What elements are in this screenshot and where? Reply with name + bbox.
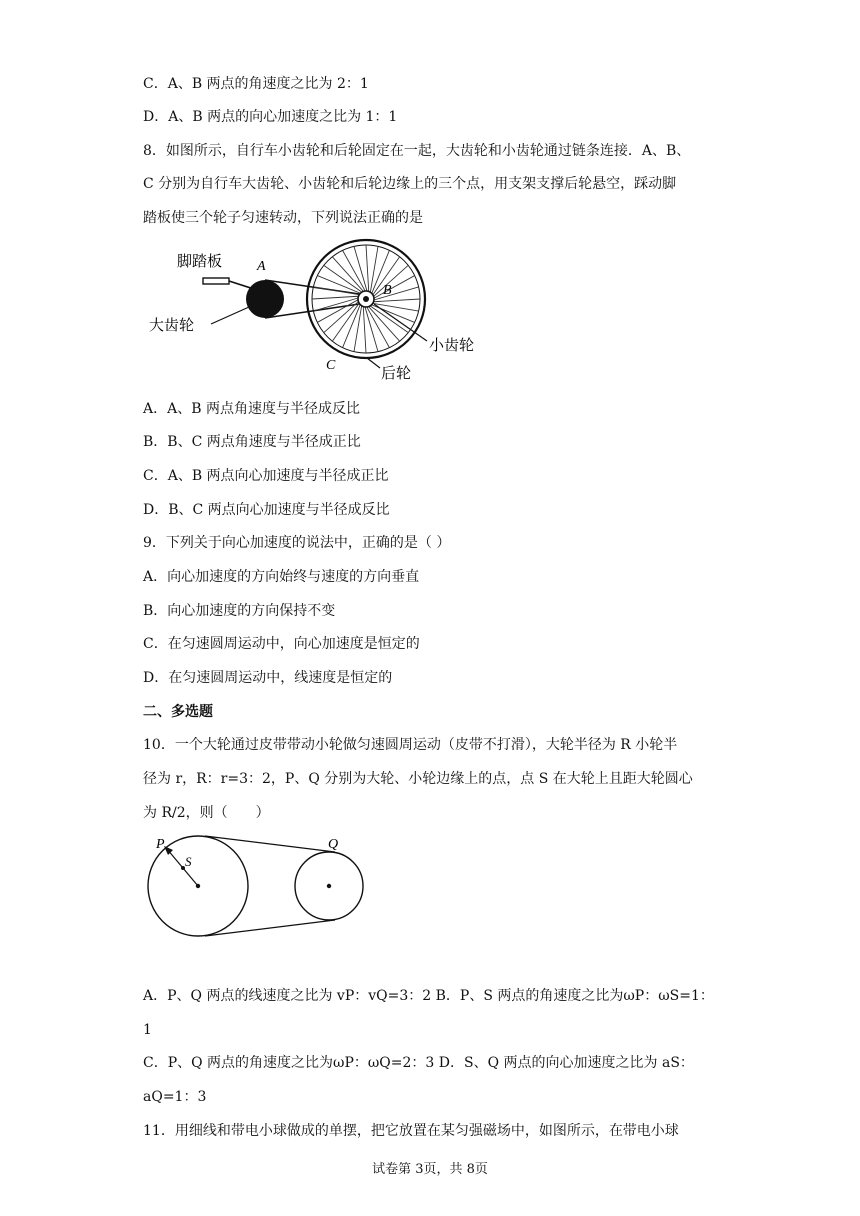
belt-pulley-figure: [140, 830, 380, 942]
spoke: [354, 246, 367, 291]
spoke: [374, 299, 420, 302]
option-10d-cont: aQ=1：3: [143, 1089, 207, 1105]
option-9b: B．向心加速度的方向保持不变: [143, 603, 336, 619]
pedal-label: 脚踏板: [177, 252, 223, 270]
spoke: [374, 287, 419, 300]
question-9: 9．下列关于向心加速度的说法中，正确的是（ ）: [143, 535, 451, 551]
bicycle-gear-figure: [145, 238, 485, 388]
option-9a: A．向心加速度的方向始终与速度的方向垂直: [143, 569, 420, 585]
rear-wheel-label: 后轮: [381, 364, 412, 382]
spoke: [354, 306, 362, 352]
option-9c: C．在匀速圆周运动中，向心加速度是恒定的: [143, 636, 420, 652]
option-10ab: A．P、Q 两点的线速度之比为 vP：vQ=3：2 B．P、S 两点的角速度之比为ωP：ωS=1：: [143, 988, 714, 1004]
section-heading-multiple-choice: 二、多选题: [143, 704, 213, 720]
point-c-label: C: [326, 358, 336, 373]
spoke: [343, 305, 361, 348]
point-b-label: B: [383, 283, 392, 298]
option-10b-cont: 1: [143, 1022, 152, 1038]
point-s-label: S: [185, 854, 192, 869]
spoke: [366, 245, 369, 291]
spoke: [370, 306, 408, 333]
question-8-line-2: C 分别为自行车大齿轮、小齿轮和后轮边缘上的三个点，用支架支撑后轮悬空，踩动脚: [143, 176, 677, 192]
spoke: [317, 300, 358, 323]
big-gear: [246, 280, 284, 318]
spoke: [332, 303, 359, 341]
spoke: [365, 307, 378, 352]
spoke: [370, 246, 378, 292]
page-footer: 试卷第 3页，共 8页: [372, 1162, 488, 1177]
spoke: [343, 250, 366, 291]
spoke: [373, 303, 419, 311]
question-10-line-3: 为 R/2，则（ ）: [143, 805, 270, 821]
option-8d: D．B、C 两点向心加速度与半径成反比: [143, 502, 390, 518]
point-q-label: Q: [328, 837, 339, 852]
point-a-label: A: [257, 259, 266, 274]
spoke: [363, 307, 366, 353]
rear-wheel-leader: [367, 358, 380, 368]
big-gear-label: 大齿轮: [149, 316, 195, 334]
small-wheel-center: [327, 884, 331, 888]
hub: [363, 296, 369, 302]
spoke: [374, 276, 415, 299]
spoke: [312, 296, 358, 299]
spoke: [313, 287, 359, 295]
point-p-label: P: [156, 837, 165, 852]
option-10cd: C．P、Q 两点的角速度之比为ωP：ωQ=2：3 D．S、Q 两点的向心加速度之比为 aS：: [143, 1055, 694, 1071]
option-7d: D．A、B 两点的向心加速度之比为 1：1: [143, 109, 398, 125]
question-8-line-3: 踏板使三个轮子匀速转动，下列说法正确的是: [143, 210, 423, 226]
option-9d: D．在匀速圆周运动中，线速度是恒定的: [143, 670, 393, 686]
question-10-line-2: 径为 r，R：r=3：2，P、Q 分别为大轮、小轮边缘上的点，点 S 在大轮上且距大轮圆心: [143, 771, 693, 787]
spoke: [324, 265, 362, 292]
option-8b: B．B、C 两点角速度与半径成正比: [143, 434, 361, 450]
pedal-shape: [203, 278, 229, 284]
big-gear-leader: [211, 307, 249, 324]
small-gear-label: 小齿轮: [429, 336, 475, 354]
option-8a: A．A、B 两点角速度与半径成反比: [143, 401, 360, 417]
option-7c: C．A、B 两点的角速度之比为 2：1: [143, 76, 369, 92]
question-8-line-1: 8．如图所示，自行车小齿轮和后轮固定在一起，大齿轮和小齿轮通过链条连接．A、B、: [143, 143, 691, 159]
question-11-line-1: 11．用细线和带电小球做成的单摆，把它放置在某匀强磁场中，如图所示，在带电小球: [143, 1123, 679, 1139]
option-8c: C．A、B 两点向心加速度与半径成正比: [143, 468, 389, 484]
question-10-line-1: 10．一个大轮通过皮带带动小轮做匀速圆周运动（皮带不打滑），大轮半径为 R 小轮半: [143, 737, 678, 753]
